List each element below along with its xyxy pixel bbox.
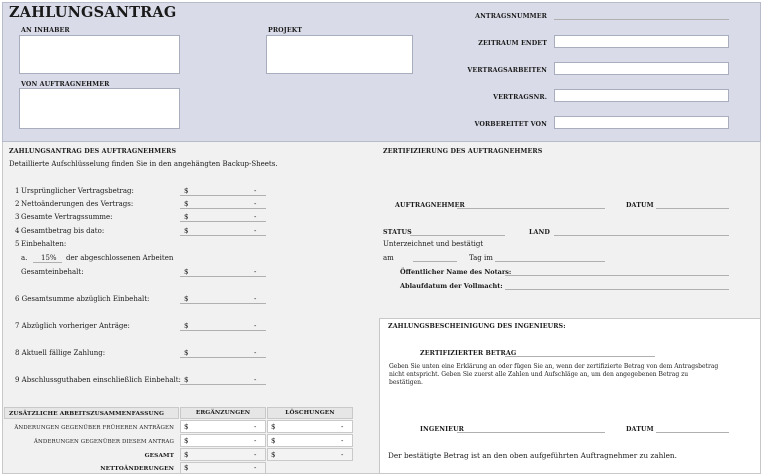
summary-col-additions: ERGÄNZUNGEN (195, 410, 251, 416)
summary-this-del-currency: $ (271, 437, 276, 445)
summary-row-previous: ÄNDERUNGEN GEGENÜBER FRÜHEREN ANTRÄGEN (14, 425, 174, 431)
summary-row-net: NETTOÄNDERUNGEN (100, 466, 174, 472)
retainage-percent: 15% (41, 254, 57, 262)
engineer-date-field[interactable] (656, 424, 729, 433)
line-4-value: - (254, 227, 257, 235)
project-label: PROJEKT (268, 27, 303, 34)
line-5-label: Einbehalten: (21, 240, 67, 248)
engineer-date-label: DATUM (626, 426, 654, 433)
line-1-number: 1 (15, 187, 20, 195)
summary-this-add-value: - (254, 437, 257, 445)
cert-date-label: DATUM (626, 202, 654, 209)
application-number-label: ANTRAGSNUMMER (475, 13, 547, 20)
line-8-label: 8 Aktuell fällige Zahlung: (15, 349, 106, 357)
line-2-currency: $ (184, 200, 189, 208)
summary-total-add-value: - (254, 451, 257, 459)
line-1-currency: $ (184, 187, 189, 195)
contract-no-label: VERTRAGSNR. (493, 94, 547, 101)
summary-total-del-currency: $ (271, 451, 276, 459)
cert-status-label: STATUS (383, 229, 412, 236)
total-retainage-value: - (254, 268, 257, 276)
retainage-prefix: a. (21, 254, 28, 262)
application-section-title: ZAHLUNGSANTRAG DES AUFTRAGNEHMERS (9, 148, 177, 155)
cert-day-field[interactable] (495, 253, 605, 262)
certified-amount-label: ZERTIFIZIERTER BETRAG (420, 350, 517, 357)
summary-net-currency: $ (184, 464, 189, 472)
line-6-label: 6 Gesamtsumme abzüglich Einbehalt: (15, 295, 150, 303)
cert-date-field[interactable] (656, 200, 729, 209)
prepared-by-label: VORBEREITET VON (474, 121, 547, 128)
total-retainage-label: Gesamteinbehalt: (21, 268, 84, 276)
certification-section-title: ZERTIFIZIERUNG DES AUFTRAGNEHMERS (383, 148, 543, 155)
detail-text: Detaillierte Aufschlüsselung finden Sie in den angehängten Backup-Sheets. (9, 160, 278, 168)
line-7-currency: $ (184, 322, 189, 330)
summary-row-this: ÄNDERUNGEN GEGENÜBER DIESEM ANTRAG (33, 439, 174, 445)
line-3-number: 3 (15, 213, 20, 221)
engineer-label: INGENIEUR (420, 426, 465, 433)
line-9-value: - (254, 376, 257, 384)
certified-amount-field[interactable] (505, 348, 655, 357)
engineer-footer-text: Der bestätigte Betrag ist an den oben aufgeführten Auftragnehmer zu zahlen. (388, 451, 677, 460)
cert-signed-text: Unterzeichnet und bestätigt (383, 240, 484, 248)
summary-previous-add-value: - (254, 423, 257, 431)
summary-this-del-value: - (341, 437, 344, 445)
line-6-currency: $ (184, 295, 189, 303)
line-1-label: Ursprünglicher Vertragsbetrag: (21, 187, 134, 195)
line-2-label: Nettoänderungen des Vertrags: (21, 200, 134, 208)
cert-country-label: LAND (529, 229, 550, 236)
summary-total-add-currency: $ (184, 451, 189, 459)
period-end-field[interactable] (554, 35, 729, 48)
cert-notary-field[interactable] (505, 267, 729, 276)
line-1-value: - (254, 187, 257, 195)
line-3-value: - (254, 213, 257, 221)
line-6-value: - (254, 295, 257, 303)
line-2-number: 2 (15, 200, 20, 208)
contract-no-field[interactable] (554, 89, 729, 102)
to-owner-label: AN INHABER (21, 27, 70, 34)
line-4-currency: $ (184, 227, 189, 235)
line-2-value: - (254, 200, 257, 208)
cert-on-field[interactable] (413, 253, 457, 262)
engineer-instruction-text: Geben Sie unten eine Erklärung an oder fügen Sie an, wenn der zertifizierte Betrag von dem Antragsbetrag nicht entspricht. Geben Sie zuerst alle Zahlen und Aufschläge an, um den angegebenen Betrag zu bestätigen. (389, 363, 719, 386)
cert-expiry-field[interactable] (505, 281, 729, 290)
summary-row-total: GESAMT (144, 453, 174, 459)
summary-previous-add-currency: $ (184, 423, 189, 431)
line-5-number: 5 (15, 240, 20, 248)
summary-previous-del-value: - (341, 423, 344, 431)
line-4-number: 4 (15, 227, 20, 235)
project-box[interactable] (266, 35, 413, 74)
line-3-label: Gesamte Vertragssumme: (21, 213, 113, 221)
from-contractor-label: VON AUFTRAGNEHMER (21, 81, 110, 88)
cert-status-field[interactable] (410, 227, 505, 236)
line-8-value: - (254, 349, 257, 357)
line-9-currency: $ (184, 376, 189, 384)
prepared-by-field[interactable] (554, 116, 729, 129)
line-3-currency: $ (184, 213, 189, 221)
retainage-text: der abgeschlossenen Arbeiten (66, 254, 174, 262)
line-7-value: - (254, 322, 257, 330)
cert-day-label: Tag im (469, 254, 493, 262)
cert-on-label: am (383, 254, 394, 262)
contract-work-label: VERTRAGSARBEITEN (467, 67, 547, 74)
line-4-label: Gesamtbetrag bis dato: (21, 227, 105, 235)
contract-work-field[interactable] (554, 62, 729, 75)
summary-net-value: - (254, 464, 257, 472)
from-contractor-box[interactable] (19, 88, 180, 129)
cert-contractor-label: AUFTRAGNEHMER (395, 202, 465, 209)
engineer-field[interactable] (457, 424, 605, 433)
to-owner-box[interactable] (19, 35, 180, 74)
line-7-label: 7 Abzüglich vorheriger Anträge: (15, 322, 130, 330)
application-number-field[interactable] (554, 12, 729, 20)
page-title: ZAHLUNGSANTRAG (9, 4, 177, 21)
period-end-label: ZEITRAUM ENDET (478, 40, 547, 47)
engineer-section-title: ZAHLUNGSBESCHEINIGUNG DES INGENIEURS: (388, 323, 566, 330)
summary-title: ZUSÄTZLICHE ARBEITSZUSAMMENFASSUNG (9, 411, 165, 417)
summary-previous-del-currency: $ (271, 423, 276, 431)
cert-country-field[interactable] (554, 227, 729, 236)
summary-total-del-value: - (341, 451, 344, 459)
summary-col-deletions: LÖSCHUNGEN (285, 410, 335, 416)
line-9-label: 9 Abschlussguthaben einschließlich Einbehalt: (15, 376, 181, 384)
line-8-currency: $ (184, 349, 189, 357)
total-retainage-currency: $ (184, 268, 189, 276)
summary-this-add-currency: $ (184, 437, 189, 445)
cert-expiry-label: Ablaufdatum der Vollmacht: (400, 282, 503, 290)
cert-notary-label: Öffentlicher Name des Notars: (400, 268, 512, 276)
cert-contractor-field[interactable] (457, 200, 605, 209)
